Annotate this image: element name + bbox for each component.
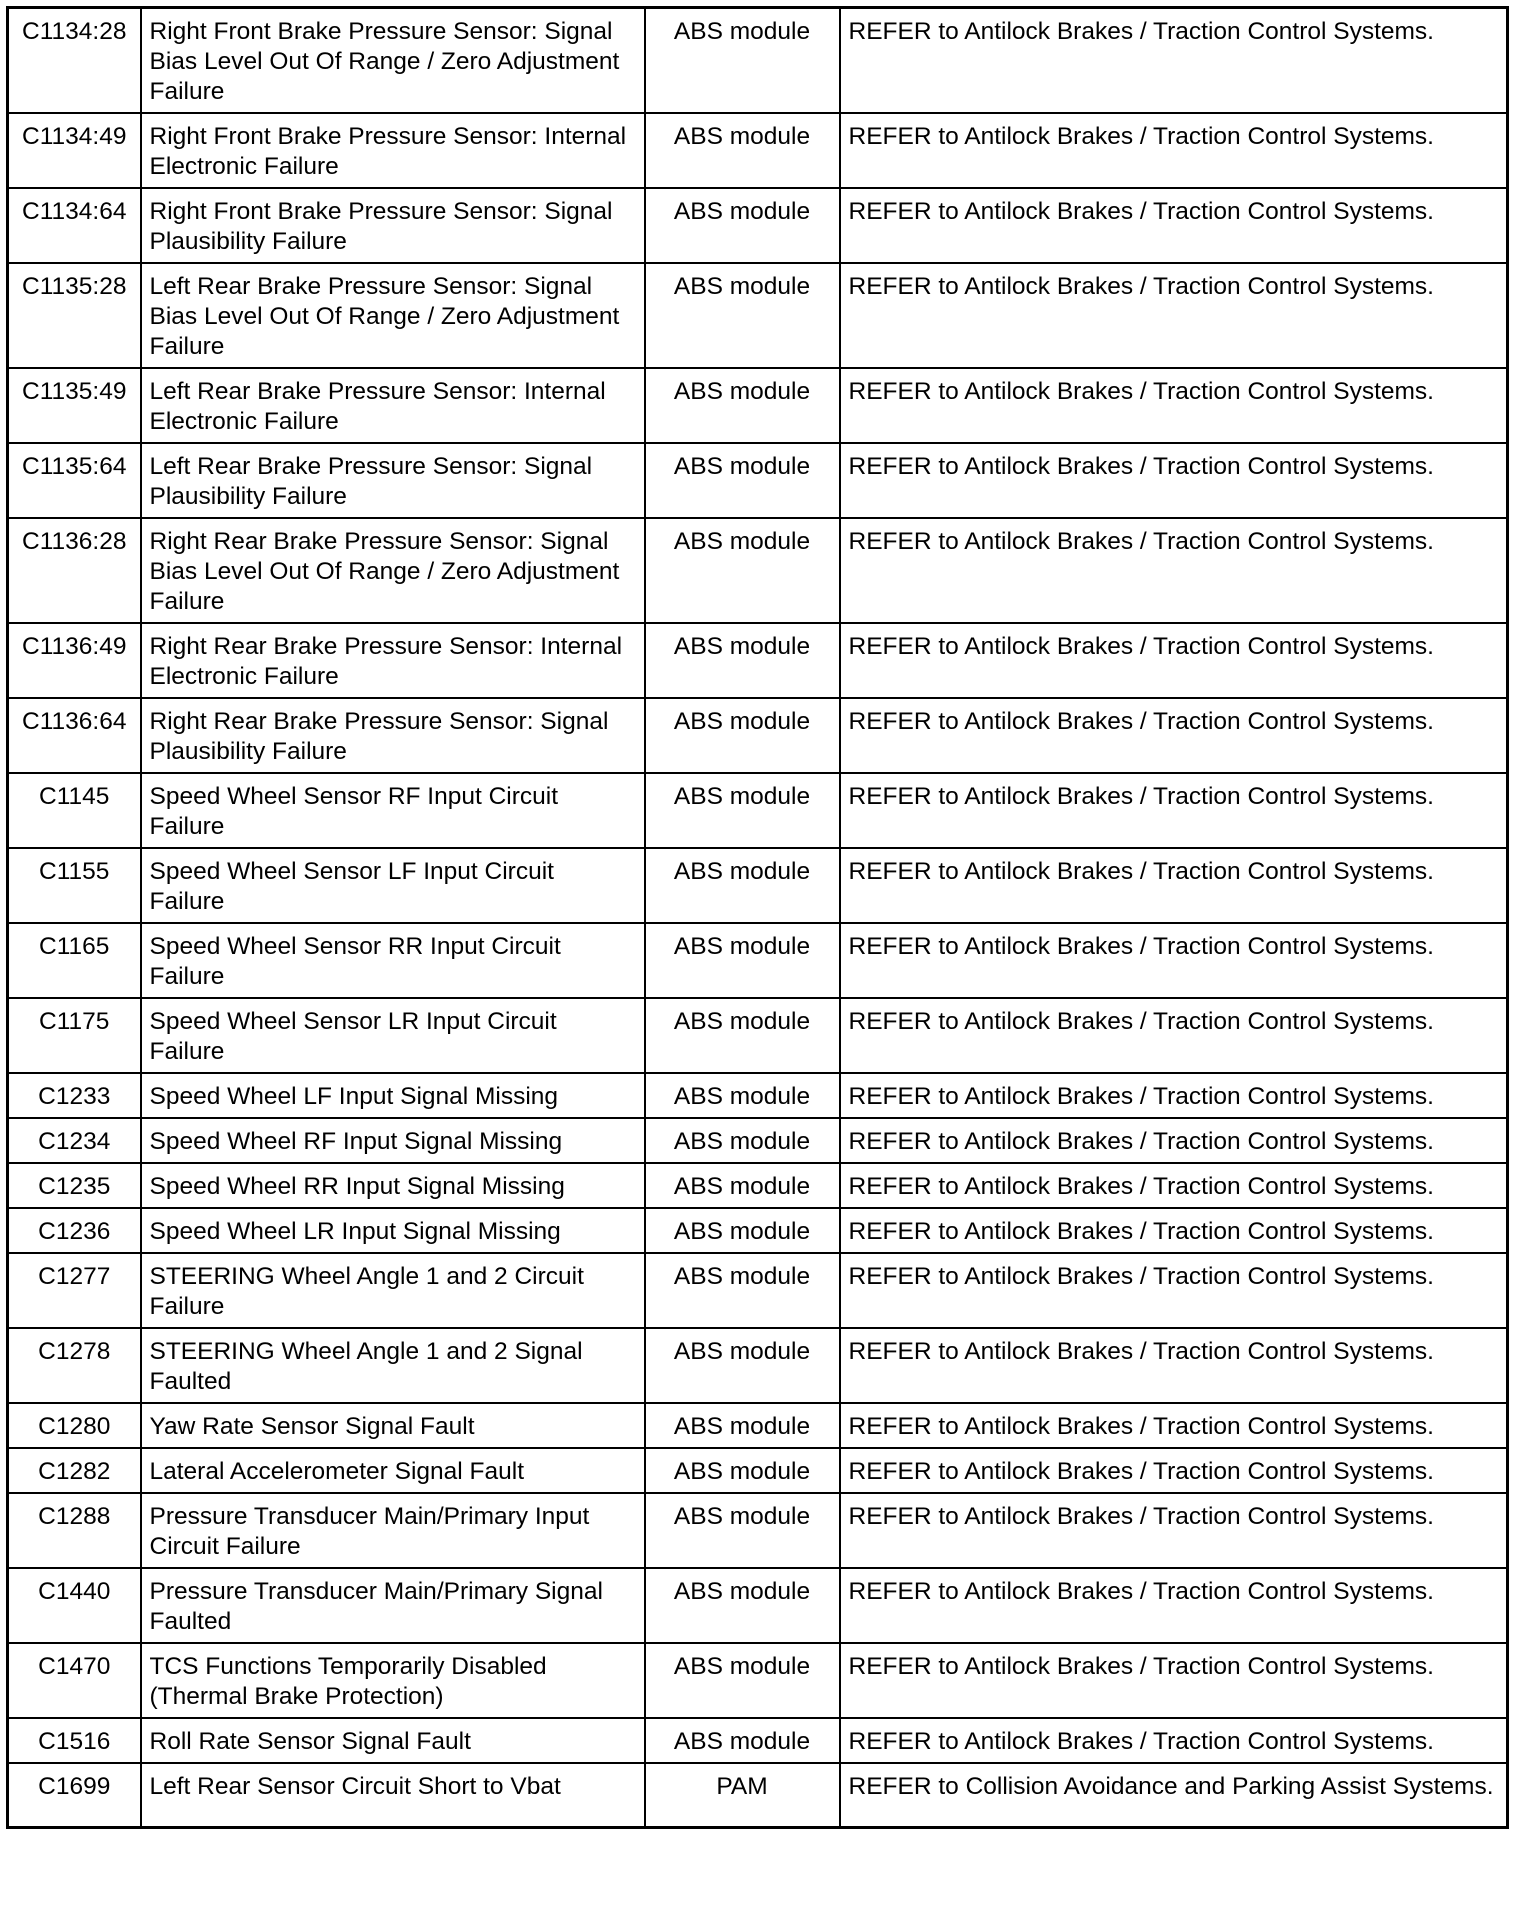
dtc-code-cell: C1516 [8,1718,141,1763]
dtc-action-cell: REFER to Antilock Brakes / Traction Control Systems. [840,923,1508,998]
dtc-module-cell: ABS module [645,773,840,848]
dtc-code-cell: C1165 [8,923,141,998]
dtc-module-cell: ABS module [645,1493,840,1568]
table-row [8,1253,1508,1328]
dtc-module-cell: ABS module [645,848,840,923]
dtc-action-cell: REFER to Antilock Brakes / Traction Control Systems. [840,1118,1508,1163]
table-row [8,1763,1508,1827]
dtc-code-cell: C1280 [8,1403,141,1448]
dtc-module-cell: ABS module [645,698,840,773]
dtc-code-cell: C1278 [8,1328,141,1403]
dtc-description-cell: Left Rear Brake Pressure Sensor: Internal Electronic Failure [141,368,645,443]
dtc-action-cell: REFER to Antilock Brakes / Traction Control Systems. [840,1718,1508,1763]
dtc-module-cell: ABS module [645,443,840,518]
dtc-code-cell: C1233 [8,1073,141,1118]
dtc-description-cell: Right Rear Brake Pressure Sensor: Signal Bias Level Out Of Range / Zero Adjustment Failure [141,518,645,623]
dtc-module-cell: ABS module [645,1208,840,1253]
dtc-action-cell: REFER to Antilock Brakes / Traction Control Systems. [840,518,1508,623]
dtc-description-cell: Speed Wheel LR Input Signal Missing [141,1208,645,1253]
dtc-action-cell: REFER to Antilock Brakes / Traction Control Systems. [840,623,1508,698]
dtc-action-cell: REFER to Antilock Brakes / Traction Control Systems. [840,188,1508,263]
table-row [8,1118,1508,1163]
dtc-description-cell: Speed Wheel Sensor LR Input Circuit Failure [141,998,645,1073]
dtc-description-cell: STEERING Wheel Angle 1 and 2 Signal Faulted [141,1328,645,1403]
dtc-code-cell: C1136:49 [8,623,141,698]
table-row [8,623,1508,698]
table-row [8,188,1508,263]
dtc-action-cell: REFER to Antilock Brakes / Traction Control Systems. [840,1493,1508,1568]
dtc-description-cell: Speed Wheel Sensor LF Input Circuit Failure [141,848,645,923]
dtc-action-cell: REFER to Antilock Brakes / Traction Control Systems. [840,998,1508,1073]
dtc-code-cell: C1699 [8,1763,141,1827]
dtc-action-cell: REFER to Antilock Brakes / Traction Control Systems. [840,263,1508,368]
table-row [8,923,1508,998]
dtc-description-cell: Speed Wheel RR Input Signal Missing [141,1163,645,1208]
dtc-action-cell: REFER to Antilock Brakes / Traction Control Systems. [840,1328,1508,1403]
dtc-description-cell: Left Rear Brake Pressure Sensor: Signal Bias Level Out Of Range / Zero Adjustment Failure [141,263,645,368]
dtc-description-cell: Left Rear Sensor Circuit Short to Vbat [141,1763,645,1827]
dtc-description-cell: Left Rear Brake Pressure Sensor: Signal Plausibility Failure [141,443,645,518]
dtc-code-cell: C1136:64 [8,698,141,773]
table-row [8,1403,1508,1448]
table-row [8,1073,1508,1118]
dtc-action-cell: REFER to Antilock Brakes / Traction Control Systems. [840,1208,1508,1253]
table-row [8,368,1508,443]
dtc-module-cell: ABS module [645,263,840,368]
table-row [8,518,1508,623]
dtc-code-cell: C1135:28 [8,263,141,368]
dtc-code-cell: C1470 [8,1643,141,1718]
dtc-description-cell: Right Front Brake Pressure Sensor: Internal Electronic Failure [141,113,645,188]
dtc-code-cell: C1288 [8,1493,141,1568]
dtc-module-cell: ABS module [645,8,840,114]
dtc-code-cell: C1134:28 [8,8,141,114]
dtc-description-cell: Pressure Transducer Main/Primary Signal Faulted [141,1568,645,1643]
dtc-module-cell: ABS module [645,1718,840,1763]
dtc-code-cell: C1277 [8,1253,141,1328]
dtc-description-cell: Speed Wheel Sensor RF Input Circuit Failure [141,773,645,848]
dtc-description-cell: Pressure Transducer Main/Primary Input Circuit Failure [141,1493,645,1568]
dtc-action-cell: REFER to Antilock Brakes / Traction Control Systems. [840,773,1508,848]
dtc-action-cell: REFER to Antilock Brakes / Traction Control Systems. [840,698,1508,773]
table-row [8,1643,1508,1718]
table-row [8,1328,1508,1403]
dtc-description-cell: Yaw Rate Sensor Signal Fault [141,1403,645,1448]
dtc-action-cell: REFER to Antilock Brakes / Traction Control Systems. [840,368,1508,443]
dtc-action-cell: REFER to Antilock Brakes / Traction Control Systems. [840,1643,1508,1718]
dtc-code-cell: C1135:49 [8,368,141,443]
table-row [8,1493,1508,1568]
dtc-action-cell: REFER to Antilock Brakes / Traction Control Systems. [840,1163,1508,1208]
dtc-code-cell: C1145 [8,773,141,848]
dtc-module-cell: ABS module [645,368,840,443]
dtc-module-cell: ABS module [645,998,840,1073]
dtc-table-body [8,8,1508,1828]
table-row [8,263,1508,368]
table-row [8,1163,1508,1208]
dtc-module-cell: ABS module [645,1403,840,1448]
dtc-action-cell: REFER to Antilock Brakes / Traction Control Systems. [840,1568,1508,1643]
dtc-code-cell: C1235 [8,1163,141,1208]
table-row [8,1718,1508,1763]
dtc-code-cell: C1136:28 [8,518,141,623]
dtc-code-cell: C1236 [8,1208,141,1253]
dtc-description-cell: Speed Wheel LF Input Signal Missing [141,1073,645,1118]
table-row [8,998,1508,1073]
dtc-code-cell: C1175 [8,998,141,1073]
dtc-description-cell: Right Front Brake Pressure Sensor: Signal Plausibility Failure [141,188,645,263]
table-row [8,1448,1508,1493]
dtc-description-cell: TCS Functions Temporarily Disabled (Thermal Brake Protection) [141,1643,645,1718]
dtc-action-cell: REFER to Antilock Brakes / Traction Control Systems. [840,1073,1508,1118]
dtc-description-cell: Right Front Brake Pressure Sensor: Signal Bias Level Out Of Range / Zero Adjustment Failure [141,8,645,114]
table-row [8,443,1508,518]
dtc-action-cell: REFER to Antilock Brakes / Traction Control Systems. [840,8,1508,114]
dtc-action-cell: REFER to Antilock Brakes / Traction Control Systems. [840,848,1508,923]
dtc-module-cell: ABS module [645,188,840,263]
dtc-module-cell: ABS module [645,113,840,188]
dtc-code-cell: C1134:64 [8,188,141,263]
dtc-table [6,6,1509,1829]
table-row [8,848,1508,923]
dtc-code-cell: C1155 [8,848,141,923]
dtc-description-cell: Speed Wheel Sensor RR Input Circuit Failure [141,923,645,998]
dtc-module-cell: ABS module [645,518,840,623]
dtc-module-cell: ABS module [645,1163,840,1208]
dtc-action-cell: REFER to Antilock Brakes / Traction Control Systems. [840,443,1508,518]
dtc-action-cell: REFER to Antilock Brakes / Traction Control Systems. [840,113,1508,188]
dtc-module-cell: ABS module [645,1073,840,1118]
dtc-code-cell: C1135:64 [8,443,141,518]
dtc-action-cell: REFER to Antilock Brakes / Traction Control Systems. [840,1448,1508,1493]
dtc-description-cell: Right Rear Brake Pressure Sensor: Signal Plausibility Failure [141,698,645,773]
dtc-module-cell: ABS module [645,1328,840,1403]
dtc-module-cell: ABS module [645,1568,840,1643]
dtc-module-cell: ABS module [645,1448,840,1493]
table-row [8,773,1508,848]
dtc-module-cell: ABS module [645,1643,840,1718]
dtc-code-cell: C1234 [8,1118,141,1163]
dtc-module-cell: PAM [645,1763,840,1827]
dtc-action-cell: REFER to Collision Avoidance and Parking Assist Systems. [840,1763,1508,1827]
dtc-description-cell: STEERING Wheel Angle 1 and 2 Circuit Failure [141,1253,645,1328]
table-row [8,113,1508,188]
dtc-code-cell: C1282 [8,1448,141,1493]
dtc-action-cell: REFER to Antilock Brakes / Traction Control Systems. [840,1403,1508,1448]
dtc-code-cell: C1440 [8,1568,141,1643]
dtc-module-cell: ABS module [645,623,840,698]
table-row [8,1568,1508,1643]
dtc-module-cell: ABS module [645,923,840,998]
dtc-description-cell: Lateral Accelerometer Signal Fault [141,1448,645,1493]
dtc-module-cell: ABS module [645,1118,840,1163]
dtc-action-cell: REFER to Antilock Brakes / Traction Control Systems. [840,1253,1508,1328]
table-row [8,8,1508,114]
dtc-description-cell: Speed Wheel RF Input Signal Missing [141,1118,645,1163]
dtc-module-cell: ABS module [645,1253,840,1328]
dtc-code-cell: C1134:49 [8,113,141,188]
table-row [8,1208,1508,1253]
dtc-description-cell: Right Rear Brake Pressure Sensor: Internal Electronic Failure [141,623,645,698]
dtc-description-cell: Roll Rate Sensor Signal Fault [141,1718,645,1763]
table-row [8,698,1508,773]
